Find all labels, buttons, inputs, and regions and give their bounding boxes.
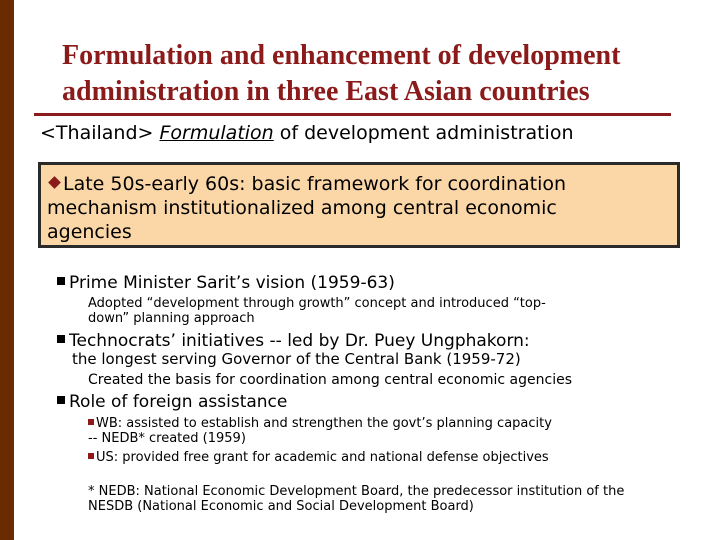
highlight-line-3: agencies: [47, 221, 132, 243]
point-2-detail: Created the basis for coordination among central economic agencies: [88, 372, 572, 388]
highlight-line-2: mechanism institutionalized among central economic: [47, 197, 557, 219]
square-bullet-icon: [57, 396, 65, 404]
square-bullet-icon: [88, 453, 94, 459]
point-3-sub-1-line-1: WB: assisted to establish and strengthen the govt’s planning capacity: [96, 416, 552, 431]
title-line-2: administration in three East Asian countries: [62, 76, 590, 107]
subtitle-rest: of development administration: [279, 122, 574, 144]
subtitle: [40, 120, 574, 146]
point-3: [57, 391, 287, 413]
point-3-sub-1: [88, 416, 552, 431]
point-3-sub-2: [88, 450, 549, 465]
square-bullet-icon: [57, 335, 65, 343]
footnote-line-2: NESDB (National Economic and Social Development Board): [88, 499, 474, 514]
point-2-label: Technocrats’ initiatives -- led by Dr. Puey Ungphakorn:: [69, 331, 530, 351]
point-3-sub-1-line-2: -- NEDB* created (1959): [88, 431, 246, 446]
point-1-detail-line-2: down” planning approach: [88, 311, 255, 326]
point-2-label-line-2: the longest serving Governor of the Central Bank (1959-72): [72, 350, 521, 368]
point-1: [57, 272, 395, 294]
diamond-bullet-icon: [48, 176, 61, 189]
title-underline: [34, 113, 671, 116]
slide-title: [62, 38, 702, 110]
subtitle-keyword: Formulation: [159, 122, 274, 144]
left-accent-bar: [0, 0, 14, 540]
subtitle-country: <Thailand>: [40, 122, 154, 144]
point-1-label: Prime Minister Sarit’s vision (1959-63): [69, 273, 395, 293]
highlight-box: [38, 162, 680, 248]
title-line-1: Formulation and enhancement of development: [62, 40, 621, 71]
highlight-line-1: Late 50s-early 60s: basic framework for coordination: [63, 173, 567, 195]
square-bullet-icon: [57, 277, 65, 285]
point-3-sub-2-text: US: provided free grant for academic and national defense objectives: [96, 450, 549, 465]
point-3-label: Role of foreign assistance: [69, 392, 288, 412]
point-2: [57, 330, 530, 352]
footnote-line-1: * NEDB: National Economic Development Board, the predecessor institution of the: [88, 484, 625, 499]
square-bullet-icon: [88, 419, 94, 425]
point-1-detail-line-1: Adopted “development through growth” concept and introduced “top-: [88, 296, 546, 311]
